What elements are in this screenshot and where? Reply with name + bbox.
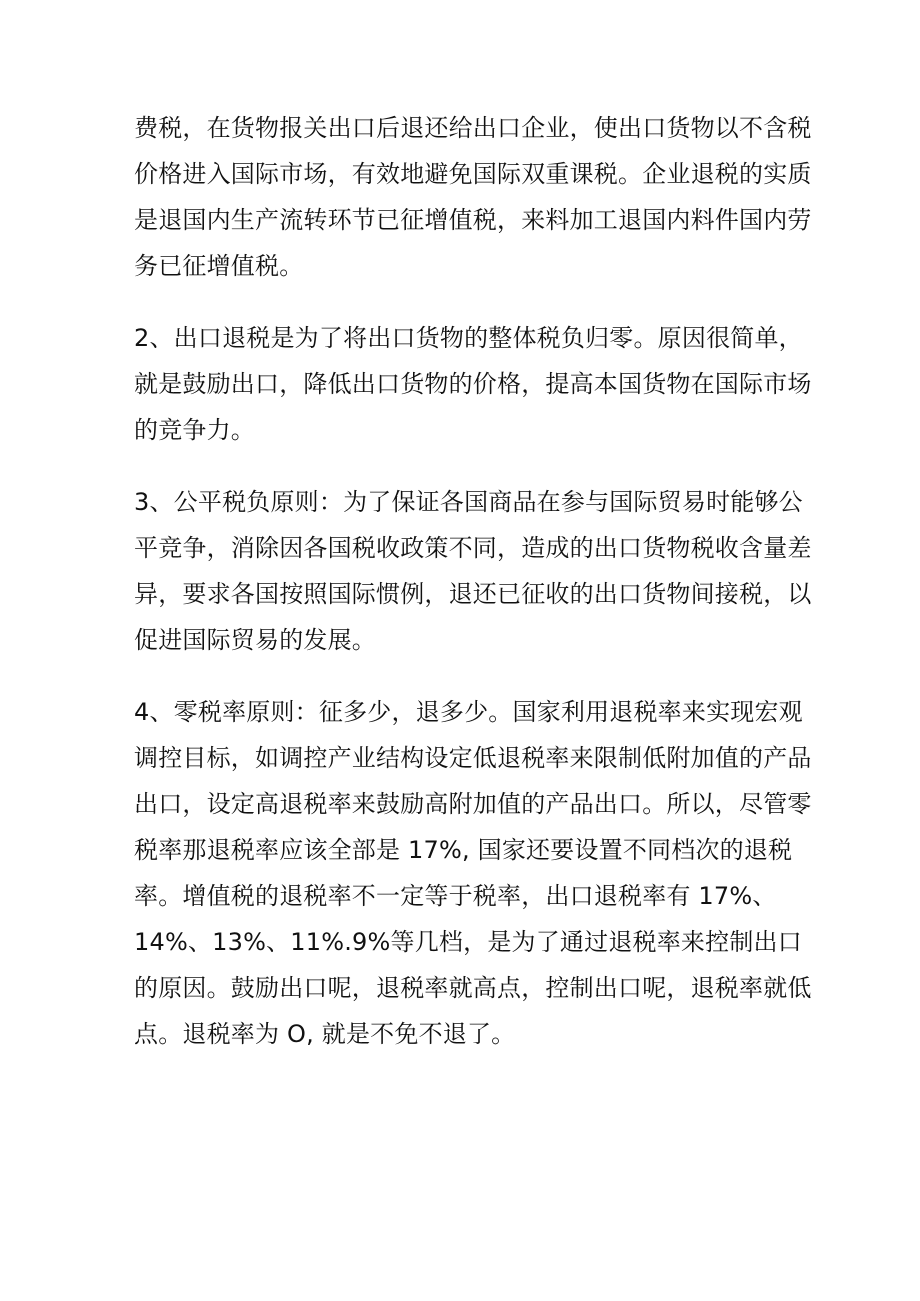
paragraph-3 [134,479,812,663]
text-line: 的竞争力。 [134,416,255,444]
text-line: 3、公平税负原则：为了保证各国商品在参与国际贸易时能够公 [134,488,803,516]
text-line: 4、零税率原则：征多少，退多少。国家利用退税率来实现宏观 [134,698,803,726]
text-line: 2、出口退税是为了将出口货物的整体税负归零。原因很简单， [134,324,803,352]
paragraph-4 [134,689,812,1057]
paragraph-2 [134,315,812,453]
text-line: 平竞争，消除因各国税收政策不同，造成的出口货物税收含量差 [134,534,812,562]
text-line: 税率那退税率应该全部是 17%, 国家还要设置不同档次的退税 [134,836,793,864]
text-line: 促进国际贸易的发展。 [134,626,376,654]
text-line: 的原因。鼓励出口呢，退税率就高点，控制出口呢，退税率就低 [134,974,812,1002]
text-line: 异，要求各国按照国际惯例，退还已征收的出口货物间接税，以 [134,580,812,608]
text-line: 价格进入国际市场，有效地避免国际双重课税。企业退税的实质 [134,160,812,188]
text-line: 率。增值税的退税率不一定等于税率，出口退税率有 17%、 [134,882,777,910]
text-line: 14%、13%、11%.9%等几档，是为了通过退税率来控制出口 [134,928,802,956]
text-line: 费税，在货物报关出口后退还给出口企业，使出口货物以不含税 [134,114,812,142]
text-line: 出口，设定高退税率来鼓励高附加值的产品出口。所以，尽管零 [134,790,812,818]
text-line: 调控目标，如调控产业结构设定低退税率来限制低附加值的产品 [134,744,812,772]
text-line: 就是鼓励出口，降低出口货物的价格，提高本国货物在国际市场 [134,370,812,398]
paragraph-1 [134,105,812,289]
text-line: 是退国内生产流转环节已征增值税，来料加工退国内料件国内劳 [134,206,812,234]
text-line: 点。退税率为 O, 就是不免不退了。 [134,1020,516,1048]
document-body [134,105,812,1083]
text-line: 务已征增值税。 [134,252,304,280]
